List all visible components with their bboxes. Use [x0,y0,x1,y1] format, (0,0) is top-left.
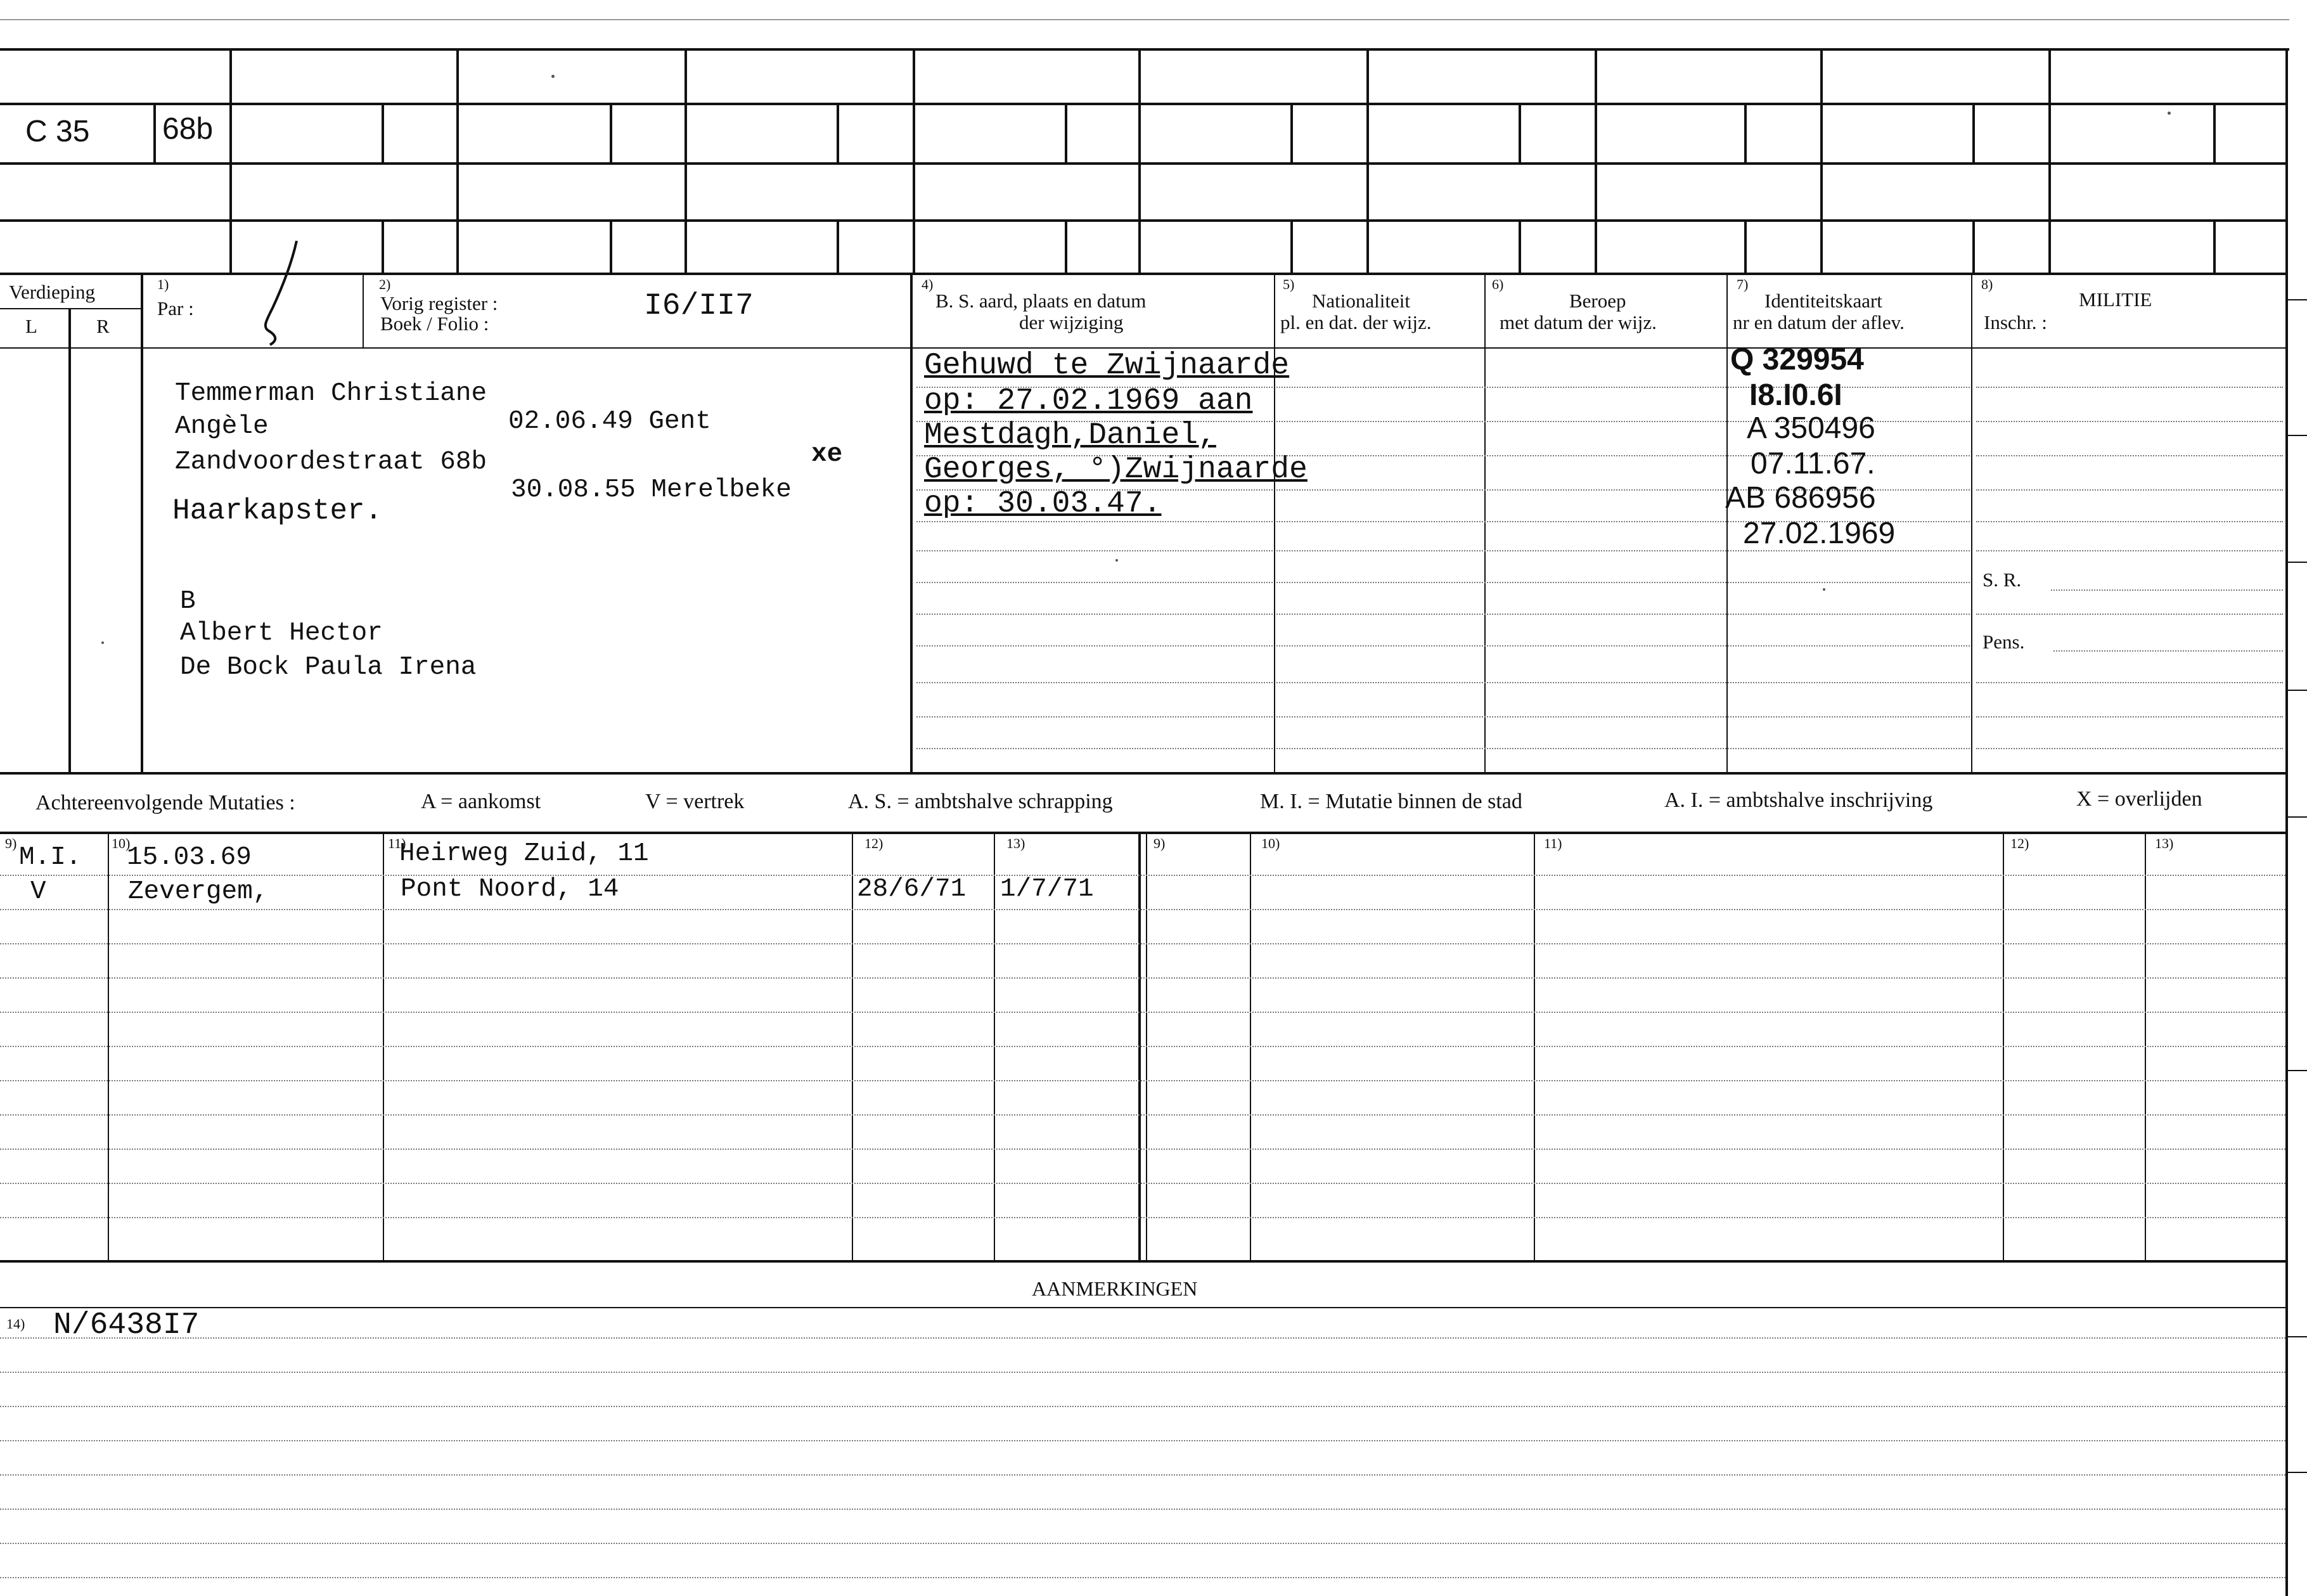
mut-address: Pont Noord, 14 [401,875,619,904]
scan-edge [0,19,2289,20]
militie-title: MILITIE [2079,288,2152,311]
bs-row-line [916,614,1273,615]
col-line-id [1971,273,1972,773]
mut-col-num: 12) [864,835,884,851]
right-border [2285,48,2288,1596]
grid-vline [1744,219,1747,273]
mut-row-line [0,977,2285,979]
mut-date: Zevergem, [128,877,269,906]
edge-tick [2288,1070,2307,1071]
person-father: Albert Hector [180,619,383,648]
militie-line [1976,614,2283,615]
top-border [0,48,2289,51]
person-mother: De Bock Paula Irena [180,653,477,682]
mut-row-line [0,1183,2285,1184]
militie-inschr: Inschr. : [1984,311,2047,333]
grid-vline [2213,103,2216,162]
militie-line [1976,521,2283,522]
beroep-line2: met datum der wijz. [1500,311,1657,333]
bs-row-line [916,521,1273,522]
person-arrival: 30.08.55 Merelbeke [511,475,792,505]
mut-col-num: 9) [1154,835,1166,851]
bs-row-line [916,716,1273,718]
grid-line [0,273,2288,275]
mut-c13: 1/7/71 [1000,875,1094,904]
vorig-register-value: I6/II7 [644,289,754,323]
edge-tick [2288,562,2307,563]
vorig-label: Vorig register : [380,292,498,314]
militie-sr: S. R. [1982,569,2022,591]
nat-line2: pl. en dat. der wijz. [1280,311,1432,333]
par-signature [254,238,311,346]
grid-vline [1290,103,1293,162]
mutations-top [0,832,2288,834]
col-line-r [141,273,143,773]
id-entry: AB 686956 [1725,481,1876,515]
grid-vline [1065,219,1067,273]
row-line [1276,387,1970,388]
person-b-label: B [180,587,196,616]
person-marks: xe [811,440,843,469]
militie-line [1976,550,2283,551]
grid-vline [153,103,156,162]
militie-line [2051,589,2283,591]
grid-vline [229,48,232,273]
grid-vline [1972,219,1975,273]
bs-entry: Gehuwd te Zwijnaarde [924,349,1290,383]
beroep-num: 6) [1492,276,1504,292]
grid-vline [1519,103,1521,162]
grid-vline [837,219,839,273]
militie-line [2053,650,2283,652]
nat-num: 5) [1283,276,1295,292]
grid-vline [1138,48,1141,273]
bs-row-line [916,682,1273,683]
par-num: 1) [157,276,169,292]
militie-line [1976,387,2283,388]
remarks-line [0,1337,2285,1339]
edge-tick [2288,1472,2307,1473]
grid-line [0,162,2288,165]
bs-entry: Mestdagh,Daniel, [924,418,1216,453]
scan-speck [101,641,104,644]
bs-entry: op: 27.02.1969 aan [924,384,1253,418]
mut-row-line [0,1217,2285,1218]
remarks-line [0,1543,2285,1544]
mut-row-line [0,875,2285,876]
grid-vline [684,48,687,273]
mut-col-num: 11) [1544,835,1562,851]
mut-col-num: 10) [1261,835,1280,851]
legend-item: X = overlijden [2076,787,2202,811]
remarks-line [0,1440,2285,1441]
row-line [1276,645,1970,647]
remarks-value: N/6438I7 [53,1308,200,1342]
militie-num: 8) [1981,276,1993,292]
row-line [1276,748,1970,749]
col-line-bs [1274,273,1275,773]
remarks-line [0,1509,2285,1510]
row-line [1276,582,1970,583]
id-line1: Identiteitskaart [1764,290,1882,312]
legend-item: A = aankomst [421,790,541,813]
militie-line [1976,748,2283,749]
grid-vline [1820,48,1823,273]
mut-row-line [0,1080,2285,1081]
scan-speck [551,75,555,78]
id-line2: nr en datum der aflev. [1733,311,1905,333]
remarks-num: 14) [6,1316,25,1332]
person-address: Zandvoordestraat 68b [175,447,487,477]
col-line-par [363,273,364,347]
scan-speck [2168,112,2171,115]
scan-speck [1823,588,1825,591]
person-name2: Angèle [175,412,269,441]
bs-row-line [916,582,1273,583]
id-entry: 07.11.67. [1751,447,1875,480]
remarks-header-line [0,1307,2285,1308]
mut-row-line [0,1114,2285,1116]
id-entry: Q 329954 [1730,343,1864,376]
militie-pens: Pens. [1982,631,2025,653]
grid-vline [1744,103,1747,162]
grid-vline [610,103,612,162]
bs-num: 4) [922,276,934,292]
id-entry: I8.I0.6I [1749,378,1842,412]
militie-line [1976,716,2283,718]
nat-line1: Nationaliteit [1312,290,1410,312]
edge-tick [2288,1336,2307,1337]
mut-type: V [30,877,46,906]
col-line-vorig [910,273,913,773]
grid-vline [1290,219,1293,273]
grid-vline [2213,219,2216,273]
militie-line [1976,455,2283,456]
person-birth: 02.06.49 Gent [508,407,711,436]
remarks-line [0,1577,2285,1578]
mut-col-num: 11) [388,835,406,851]
edge-tick [2288,690,2307,691]
mut-col-num: 13) [2155,835,2174,851]
boek-folio-label: Boek / Folio : [380,312,489,335]
verdieping-label: Verdieping [9,281,96,303]
mut-row-line [0,1149,2285,1150]
row-line [1276,614,1970,615]
grid-vline [382,103,384,162]
edge-tick [2288,299,2307,300]
mut-row-line [0,1012,2285,1013]
edge-tick [2288,435,2307,436]
mut-address: Heirweg Zuid, 11 [399,839,649,868]
mut-row-line [0,943,2285,944]
row-line [1276,716,1970,718]
mut-row-line [0,909,2285,910]
remarks-line [0,1406,2285,1407]
id-entry: 27.02.1969 [1743,517,1896,550]
mut-col-num: 13) [1006,835,1025,851]
id-entry: A 350496 [1747,411,1875,445]
grid-vline [1065,103,1067,162]
grid-vline [382,219,384,273]
bs-entry: op: 30.03.47. [924,487,1162,521]
mut-date: 15.03.69 [127,843,252,872]
vorig-num: 2) [379,276,391,292]
bs-row-line [916,550,1273,551]
col-line-beroep [1726,273,1728,773]
remarks-line [0,1372,2285,1373]
grid-vline [1595,48,1597,273]
legend-item: M. I. = Mutatie binnen de stad [1260,790,1522,813]
legend-title: Achtereenvolgende Mutaties : [35,791,295,814]
top-house-no: 68b [162,112,214,146]
bs-line1: B. S. aard, plaats en datum [935,290,1147,312]
verdieping-l: L [25,315,37,337]
bs-line2: der wijziging [1019,311,1124,333]
mut-col-num: 9) [5,835,17,851]
militie-line [1976,489,2283,491]
mut-c12: 28/6/71 [857,875,967,904]
legend-item: A. S. = ambtshalve schrapping [848,790,1113,813]
id-num: 7) [1737,276,1749,292]
beroep-line1: Beroep [1569,290,1626,312]
remarks-title: AANMERKINGEN [1032,1277,1198,1300]
person-profession: Haarkapster. [172,494,383,527]
grid-line [0,103,2288,105]
grid-vline [1519,219,1521,273]
mut-col-num: 12) [2010,835,2029,851]
mut-col-num: 10) [112,835,131,851]
bs-row-line [916,645,1273,647]
par-label: Par : [157,297,194,319]
militie-line [1976,421,2283,422]
top-code: C 35 [25,115,90,148]
grid-line [0,219,2288,222]
militie-line [1976,682,2283,683]
bs-entry: Georges, °)Zwijnaarde [924,453,1308,487]
body-bottom [0,772,2288,775]
mutations-bottom [0,1260,2288,1263]
row-line [1276,682,1970,683]
grid-vline [837,103,839,162]
col-line-nat [1484,273,1486,773]
grid-vline [456,48,459,273]
legend-item: A. I. = ambtshalve inschrijving [1664,788,1933,812]
edge-tick [2288,816,2307,818]
mut-row-line [0,1046,2285,1047]
mut-type: M.I. [19,843,82,872]
verdieping-r: R [96,315,110,337]
grid-vline [2048,48,2051,273]
grid-vline [610,219,612,273]
bs-row-line [916,748,1273,749]
person-name: Temmerman Christiane [175,379,487,408]
scan-speck [1115,559,1118,562]
col-line-l [68,308,71,773]
grid-vline [913,48,915,273]
grid-vline [1366,48,1369,273]
remarks-line [0,1474,2285,1476]
legend-item: V = vertrek [645,790,745,813]
grid-vline [1972,103,1975,162]
